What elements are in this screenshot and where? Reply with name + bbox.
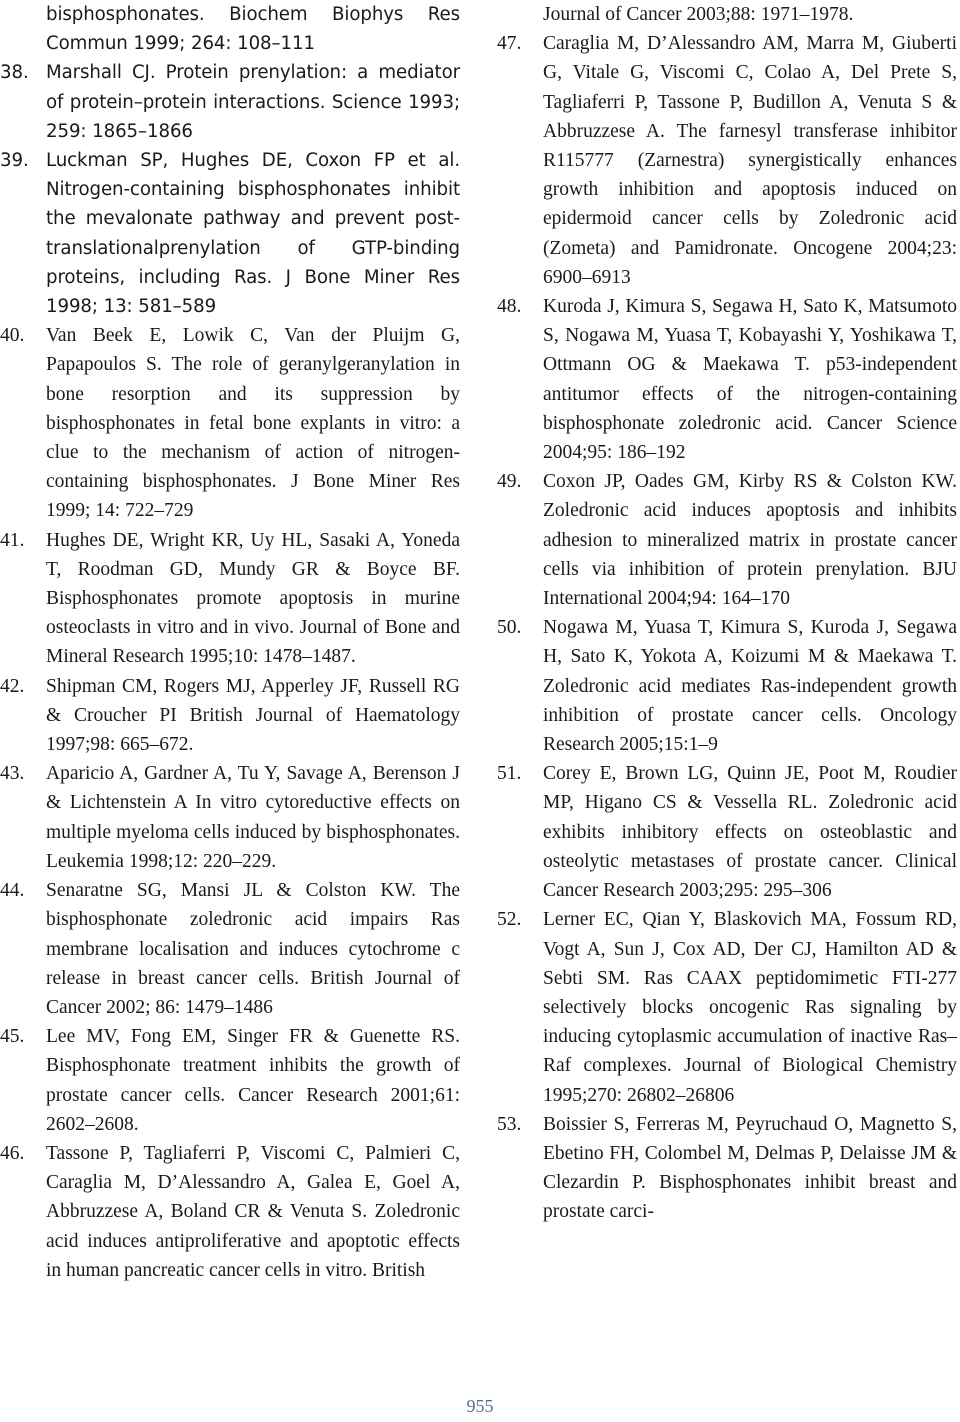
reference-item bbox=[497, 1110, 957, 1227]
reference-item bbox=[0, 672, 460, 760]
reference-text: bisphosphonates. Biochem Biophys Res Commun 1999; 264: 108–111 bbox=[46, 4, 460, 55]
reference-item bbox=[0, 1022, 460, 1139]
reference-number: 51. bbox=[497, 763, 522, 785]
reference-number: 42. bbox=[0, 675, 25, 697]
reference-text: Shipman CM, Rogers MJ, Apperley JF, Russell RG & Croucher PI British Journal of Haematology 1997;98: 665–672. bbox=[46, 675, 460, 756]
reference-item bbox=[0, 321, 460, 525]
reference-text: Lerner EC, Qian Y, Blaskovich MA, Fossum RD, Vogt A, Sun J, Cox AD, Der CJ, Hamilton AD & Sebti SM. Ras CAAX peptidomimetic FTI-277 selectively blocks oncogenic Ras signaling by inducing cytoplasmic accumulation of inactive Ras–Raf complexes. Journal of Biological Chemistry 1995;270: 26802–26806 bbox=[543, 909, 957, 1106]
reference-item bbox=[0, 1139, 460, 1285]
page-number: 955 bbox=[466, 1396, 494, 1416]
reference-number: 48. bbox=[497, 296, 522, 318]
reference-number: 41. bbox=[0, 529, 25, 551]
reference-text: Boissier S, Ferreras M, Peyruchaud O, Magnetto S, Ebetino FH, Colombel M, Delmas P, Delaisse JM & Clezardin P. Bisphosphonates inhibit breast and prostate carci- bbox=[543, 1113, 957, 1223]
reference-item bbox=[0, 146, 460, 321]
reference-item bbox=[0, 526, 460, 672]
reference-number: 45. bbox=[0, 1026, 25, 1048]
reference-number: 52. bbox=[497, 909, 522, 931]
reference-text: Hughes DE, Wright KR, Uy HL, Sasaki A, Yoneda T, Roodman GD, Mundy GR & Boyce BF. Bisphosphonates promote apoptosis in murine osteoclasts in vitro and in vivo. Journal of Bone and Mineral Research 1995;10: 1478–1487. bbox=[46, 529, 460, 668]
reference-item bbox=[497, 467, 957, 613]
reference-text: Kuroda J, Kimura S, Segawa H, Sato K, Matsumoto S, Nogawa M, Yuasa T, Kobayashi Y, Yoshikawa T, Ottmann OG & Maekawa T. p53-independent antitumor effects of the nitrogen-containing bisphosphonate zoledronic acid. Cancer Science 2004;95: 186–192 bbox=[543, 296, 957, 464]
reference-text: Coxon JP, Oades GM, Kirby RS & Colston KW. Zoledronic acid induces apoptosis and inhibits adhesion to mineralized matrix in prostate cancer cells via inhibition of protein prenylation. BJU International 2004;94: 164–170 bbox=[543, 471, 957, 610]
reference-item bbox=[0, 876, 460, 1022]
reference-text: Caraglia M, D’Alessandro AM, Marra M, Giuberti G, Vitale G, Viscomi C, Colao A, Del Prete S, Tagliaferri P, Tassone P, Budillon A, Venuta S & Abbruzzese A. The farnesyl transferase inhibitor R115777 (Zarnestra) synergistically enhances growth inhibition and apoptosis induced on epidermoid cancer cells by Zoledronic acid (Zometa) and Pamidronate. Oncogene 2004;23: 6900–6913 bbox=[543, 33, 957, 288]
reference-column-left bbox=[0, 0, 460, 1285]
reference-number: 47. bbox=[497, 33, 522, 55]
reference-item bbox=[497, 0, 957, 29]
reference-text: Senaratne SG, Mansi JL & Colston KW. The bisphosphonate zoledronic acid impairs Ras membrane localisation and induces cytochrome c release in breast cancer cells. British Journal of Cancer 2002; 86: 1479–1486 bbox=[46, 880, 460, 1018]
reference-item bbox=[0, 0, 460, 58]
reference-item bbox=[0, 58, 460, 146]
reference-item bbox=[497, 613, 957, 759]
reference-number: 49. bbox=[497, 471, 522, 493]
reference-item bbox=[497, 759, 957, 905]
reference-text: Corey E, Brown LG, Quinn JE, Poot M, Roudier MP, Higano CS & Vessella RL. Zoledronic acid exhibits inhibitory effects on osteoblastic and osteolytic metastases of prostate cancer. Clinical Cancer Research 2003;295: 295–306 bbox=[543, 763, 957, 902]
reference-text: Journal of Cancer 2003;88: 1971–1978. bbox=[543, 4, 854, 25]
reference-column-right bbox=[497, 0, 957, 1227]
reference-text: Nogawa M, Yuasa T, Kimura S, Kuroda J, Segawa H, Sato K, Yokota A, Koizumi M & Maekawa T. Zoledronic acid mediates Ras-independent growth inhibition of prostate cancer cells. Oncology Research 2005;15:1–9 bbox=[543, 617, 957, 756]
reference-number: 39. bbox=[0, 150, 29, 172]
reference-item bbox=[497, 29, 957, 292]
reference-number: 46. bbox=[0, 1142, 25, 1164]
reference-text: Tassone P, Tagliaferri P, Viscomi C, Palmieri C, Caraglia M, D’Alessandro A, Galea E, Goel A, Abbruzzese A, Boland CR & Venuta S. Zoledronic acid induces antiproliferative and apoptotic effects in human pancreatic cancer cells in vitro. British bbox=[46, 1142, 460, 1281]
reference-text: Lee MV, Fong EM, Singer FR & Guenette RS. Bisphosphonate treatment inhibits the growth of prostate cancer cells. Cancer Research 2001;61: 2602–2608. bbox=[46, 1026, 460, 1135]
reference-item bbox=[497, 292, 957, 467]
reference-number: 38. bbox=[0, 62, 29, 84]
reference-text: Marshall CJ. Protein prenylation: a mediator of protein–protein interactions. Science 1993; 259: 1865–1866 bbox=[46, 62, 460, 142]
reference-number: 43. bbox=[0, 763, 25, 785]
reference-text: Luckman SP, Hughes DE, Coxon FP et al. Nitrogen-containing bisphosphonates inhibit the mevalonate pathway and prevent post-translationalprenylation of GTP-binding proteins, including Ras. J Bone Miner Res 1998; 13: 581–589 bbox=[46, 150, 460, 318]
reference-item bbox=[497, 905, 957, 1109]
reference-number: 40. bbox=[0, 325, 25, 347]
reference-number: 50. bbox=[497, 617, 522, 639]
reference-text: Van Beek E, Lowik C, Van der Pluijm G, Papapoulos S. The role of geranylgeranylation in bone resorption and its suppression by bisphosphonates in fetal bone explants in vitro: a clue to the mechanism of action of nitrogen-containing bisphosphonates. J Bone Miner Res 1999; 14: 722–729 bbox=[46, 325, 460, 522]
reference-number: 44. bbox=[0, 880, 25, 902]
reference-number: 53. bbox=[497, 1113, 522, 1135]
reference-text: Aparicio A, Gardner A, Tu Y, Savage A, Berenson J & Lichtenstein A In vitro cytoreductive effects on multiple myeloma cells induced by bisphosphonates. Leukemia 1998;12: 220–229. bbox=[46, 763, 460, 872]
reference-item bbox=[0, 759, 460, 876]
